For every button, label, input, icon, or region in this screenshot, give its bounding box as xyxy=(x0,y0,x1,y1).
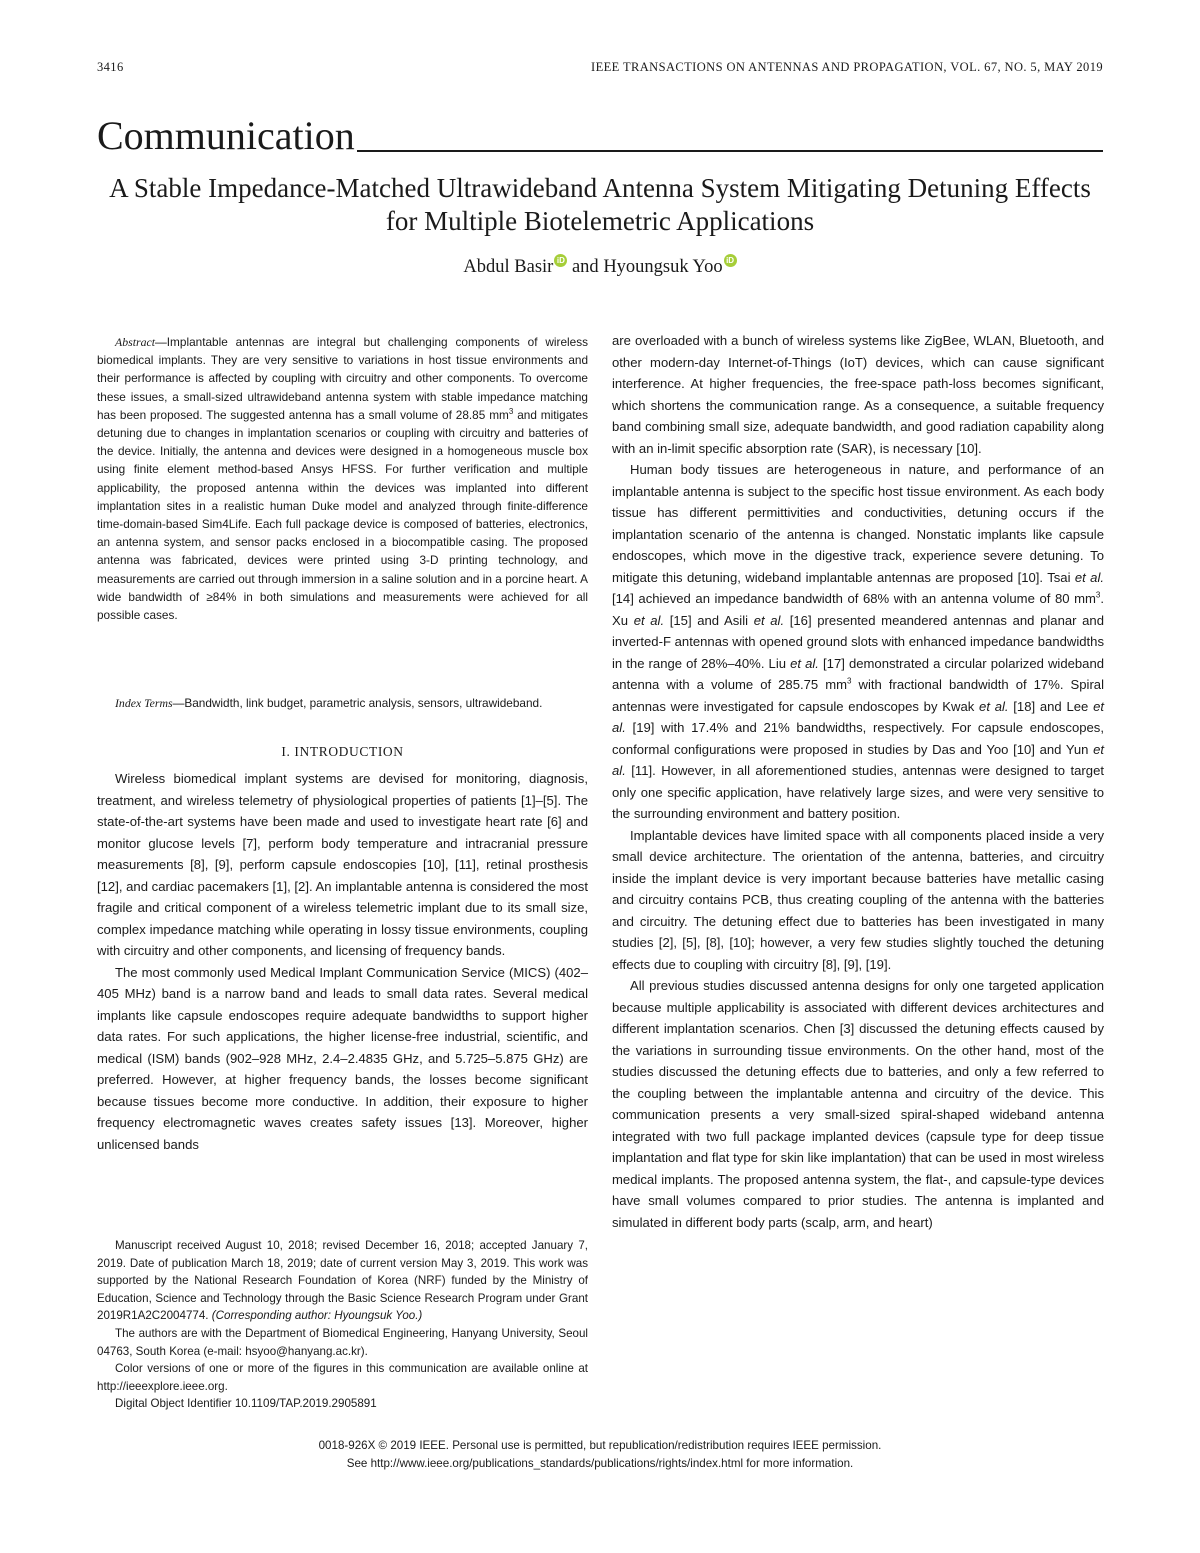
author-name: Hyoungsuk Yoo xyxy=(603,257,723,277)
copyright-notice xyxy=(97,1437,1103,1472)
author-connector: and xyxy=(571,257,599,277)
paragraph: are overloaded with a bunch of wireless systems like ZigBee, WLAN, Bluetooth, and other modern-day Internet-of-Things (IoT) devices, which can cause significant interference. At higher frequencies, the free-space path-loss becomes significant, which shortens the communication range. As a consequence, a suitable frequency band combining small size, adequate bandwidth, and good radiation capability along with an in-limit specific absorption rate (SAR), is necessary [10]. xyxy=(612,333,1104,456)
paragraph: Human body tissues are heterogeneous in nature, and performance of an implantable antenna is subject to the specific host tissue environment. As each body tissue has different permittivities and conductivities, detuning occurs if the implantation scenario of the antenna is changed. Nonstatic implants like capsule endoscopes, which move in the digestive track, experience severe detuning. To mitigate this detuning, wideband implantable antennas are proposed [10]. Tsai et al. [14] achieved an impedance bandwidth of 68% with an antenna volume of 80 $mm^3$. Xu et al. [15] and Asili et al. [16] presented meandered antennas and planar and inverted-F antennas with opened ground slots with enhanced impedance bandwidths in the range of 28%–40%. Liu et al. [17] demonstrated a circular polarized wideband antenna with a volume of 285.75 $mm^3$ with fractional bandwidth of 17%. Spiral antennas were investigated for capsule endoscopes by Kwak et al. [18] and Lee et al. [19] with 17.4% and 21% bandwidths, respectively. For capsule endoscopes, conformal configurations were proposed in studies by Das and Yoo [10] and Yun et al. [11]. However, in all aforementioned studies, antennas were designed to target only one specific application, have relatively large sizes, and were very sensitive to the surrounding environment and battery position. xyxy=(612,462,1105,821)
abstract-dash: — xyxy=(154,335,167,349)
index-terms-dash: — xyxy=(172,696,185,710)
paragraph: Wireless biomedical implant systems are devised for monitoring, diagnosis, treatment, and wireless telemetry of physiological properties of patients [1]–[5]. The state-of-the-art systems have been made and used to investigate heart rate [6] and monitor glucose levels [7], perform body temperature and intracranial pressure measurements [8], [9], perform capsule endoscopies [10], [11], retinal prosthesis [12], and cardiac pacemakers [1], [2]. An implantable antenna is considered the most fragile and critical component of a wireless telemetric implant due to its small size, complex impedance matching while operating in lossy tissue environments, coupling with circuitry and other components, and licensing of frequency bands. xyxy=(97,771,588,958)
section-label: Communication xyxy=(97,113,355,158)
index-terms-text: Bandwidth, link budget, parametric analysis, sensors, ultrawideband. xyxy=(184,696,543,710)
manuscript-note: Manuscript received August 10, 2018; revised December 16, 2018; accepted January 7, 2019. Date of publication March 18, 2019; date of current version May 3, 2019. This work was supported by the National Research Foundation of Korea (NRF) funded by the Ministry of Education, Science and Technology through the Basic Science Research Program under Grant 2019R1A2C2004774. xyxy=(97,1239,588,1323)
superscript: 3 xyxy=(847,676,852,686)
affiliation-note: The authors are with the Department of Biomedical Engineering, Hanyang University, Seoul 04763, South Korea (e-mail: hsyoo@hanyang.ac.kr). xyxy=(97,1326,588,1358)
page-number: 3416 xyxy=(97,60,124,74)
orcid-icon[interactable]: iD xyxy=(724,254,737,267)
paragraph: The most commonly used Medical Implant Communication Service (MICS) (402–405 MHz) band is a narrow band and leads to small data rates. Several medical implants like capsule endoscopes require adequate bandwidths to support higher data rates. For such applications, the higher license-free industrial, scientific, and medical (ISM) bands (902–928 MHz, 2.4–2.4835 GHz, and 5.725–5.875 GHz) are preferred. However, at higher frequency bands, the losses become significant because tissues become more conductive. In addition, their exposure to higher frequency electromagnetic waves creates safety issues [13]. Moreover, higher unlicensed bands xyxy=(97,964,588,1152)
abstract xyxy=(97,333,588,624)
superscript: 3 xyxy=(1095,590,1101,600)
introduction-body xyxy=(97,768,588,1155)
abstract-text: Implantable antennas are integral but challenging components of wireless biomedical implants. They are very sensitive to variations in host tissue environments and their performance is affected by coupling with circuitry and other components. To overcome these issues, a small-sized ultrawideband antenna system with stable impedance matching has been proposed. The suggested antenna has a small volume of 28.85 mm xyxy=(97,335,588,422)
section-heading: I. INTRODUCTION xyxy=(281,744,404,759)
footnote xyxy=(97,1237,588,1413)
doi-note: Digital Object Identifier 10.1109/TAP.2019.2905891 xyxy=(115,1397,377,1411)
right-column-body xyxy=(612,330,1104,1233)
section-banner xyxy=(97,113,1103,158)
copyright-line: See http://www.ieee.org/publications_standards/publications/rights/index.html for more information. xyxy=(346,1456,854,1470)
index-terms-label: Index Terms xyxy=(115,696,173,710)
orcid-icon[interactable]: iD xyxy=(554,254,567,267)
copyright-line: 0018-926X © 2019 IEEE. Personal use is permitted, but republication/redistribution requires IEEE permission. xyxy=(318,1439,882,1452)
color-note: Color versions of one or more of the figures in this communication are available online at http://ieeexplore.ieee.org. xyxy=(97,1362,588,1393)
author-name: Abdul Basir xyxy=(463,257,554,277)
abstract-text: and mitigates detuning due to changes in implantation scenarios or coupling with circuitry and batteries of the device. Initially, the antenna and devices were designed in a homogeneous muscle box using finite element method-based Ansys HFSS. For further verification and multiple applicability, the proposed antenna within the devices was implanted into different implantation sites in a realistic human Duke model and analyzed through finite-difference time-domain-based Sim4Life. Each full package device is composed of batteries, electronics, an antenna system, and sensor packs enclosed in a biocompatible casing. The proposed antenna was fabricated, devices were printed using 3-D printing technology, and measurements are carried out through immersion in a saline solution and in a porcine heart. A wide bandwidth of ≥84% in both simulations and measurements were achieved for all possible cases. xyxy=(97,407,588,623)
abstract-label: Abstract xyxy=(115,335,155,349)
running-head xyxy=(97,60,1103,75)
paper-title: A Stable Impedance-Matched Ultrawideband Antenna System Mitigating Detuning Effects for Multiple Biotelemetric Applications xyxy=(109,173,1091,236)
author-list xyxy=(97,254,1103,278)
index-terms xyxy=(97,694,588,712)
journal-name: IEEE TRANSACTIONS ON ANTENNAS AND PROPAGATION, VOL. 67, NO. 5, MAY 2019 xyxy=(591,60,1103,74)
paragraph: Implantable devices have limited space with all components placed inside a very small device architecture. The orientation of the antenna, batteries, and circuitry inside the implant device is very important because batteries have metallic casing and circuitry contains PCB, thus creating coupling of the antenna with the batteries and circuitry. The detuning effect due to batteries has been investigated in many studies [2], [5], [8], [10]; however, a very few studies slightly touched the detuning effects due to coupling with circuitry [8], [9], [19]. xyxy=(612,827,1104,972)
corresponding-author: (Corresponding author: Hyoungsuk Yoo.) xyxy=(211,1309,423,1323)
paragraph: All previous studies discussed antenna designs for only one targeted application because multiple applicability is associated with different devices architectures and different implantation scenarios. Chen [3] discussed the detuning effects caused by the variations in surrounding tissue environments. On the other hand, most of the studies discussed the detuning effects due to batteries, and only a few referred to the coupling between the implantable antenna and circuitry of the device. This communication presents a very small-sized spiral-shaped wideband antenna integrated with two full package implanted devices (capsule type for deep tissue implantation and flat type for skin like implantation) that can be used in most wireless medical implants. The proposed antenna system, the flat-, and capsule-type devices have small volumes compared to prior studies. The antenna is implanted and simulated in different body parts (scalp, arm, and heart) xyxy=(612,978,1104,1230)
superscript: 3 xyxy=(508,406,514,416)
section-rule xyxy=(357,150,1103,152)
